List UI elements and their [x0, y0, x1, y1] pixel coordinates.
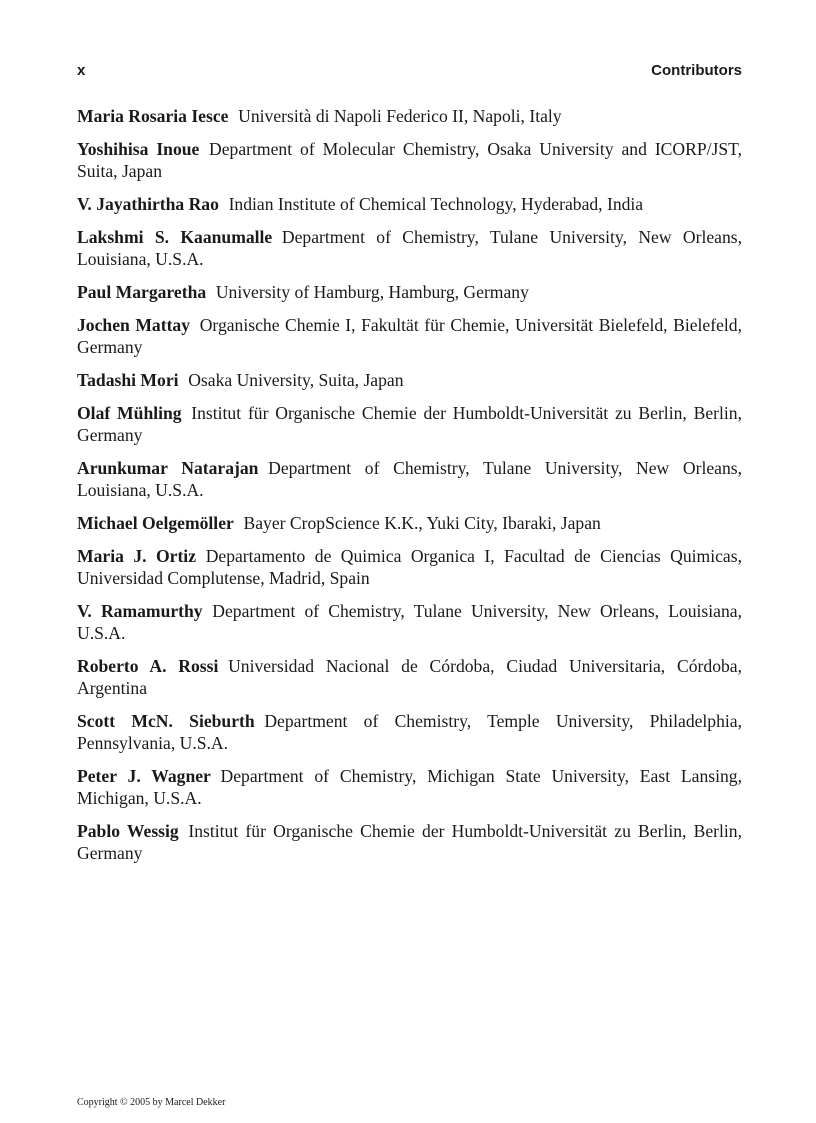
contributor-name: Maria J. Ortiz	[77, 546, 197, 566]
contributor-affiliation: Department of Chemistry, Tulane University, New Orleans, Louisiana, U.S.A.	[77, 458, 742, 500]
copyright-footer: Copyright © 2005 by Marcel Dekker	[77, 1097, 226, 1108]
contributor-name: Michael Oelgemöller	[77, 513, 234, 533]
contributor-entry	[77, 710, 742, 754]
contributor-entry	[77, 545, 742, 589]
contributor-name: Tadashi Mori	[77, 370, 179, 390]
contributor-entry	[77, 512, 742, 534]
contributor-name: Jochen Mattay	[77, 315, 191, 335]
contributor-entry	[77, 369, 742, 391]
contributor-entry	[77, 193, 742, 215]
contributor-affiliation: Bayer CropScience K.K., Yuki City, Ibaraki, Japan	[243, 513, 601, 533]
contributor-affiliation: Indian Institute of Chemical Technology, Hyderabad, India	[228, 194, 644, 214]
contributor-entry	[77, 226, 742, 270]
contributor-affiliation: Department of Chemistry, Tulane University, New Orleans, Louisiana, U.S.A.	[77, 601, 742, 643]
running-head: Contributors	[651, 62, 742, 79]
contributor-name: Paul Margaretha	[77, 282, 207, 302]
contributor-name: Roberto A. Rossi	[77, 656, 219, 676]
contributor-entry	[77, 600, 742, 644]
contributor-name: Olaf Mühling	[77, 403, 182, 423]
page-header	[77, 62, 742, 84]
contributors-list	[77, 105, 742, 875]
contributor-entry	[77, 314, 742, 358]
contributor-name: Pablo Wessig	[77, 821, 179, 841]
contributor-name: Maria Rosaria Iesce	[77, 106, 229, 126]
contributor-name: Lakshmi S. Kaanumalle	[77, 227, 273, 247]
contributor-name: Yoshihisa Inoue	[77, 139, 200, 159]
contributor-entry	[77, 402, 742, 446]
contributor-entry	[77, 105, 742, 127]
contributor-entry	[77, 138, 742, 182]
contributor-name: Peter J. Wagner	[77, 766, 211, 786]
contributor-name: Arunkumar Natarajan	[77, 458, 259, 478]
contributor-affiliation: Department of Chemistry, Tulane University, New Orleans, Louisiana, U.S.A.	[77, 227, 742, 269]
contributor-affiliation: Universidad Nacional de Córdoba, Ciudad Universitaria, Córdoba, Argentina	[77, 656, 742, 698]
contributor-affiliation: Department of Chemistry, Temple University, Philadelphia, Pennsylvania, U.S.A.	[77, 711, 742, 753]
contributor-affiliation: Departamento de Quimica Organica I, Facultad de Ciencias Quimicas, Universidad Complutense, Madrid, Spain	[77, 546, 742, 588]
contributor-entry	[77, 765, 742, 809]
contributor-affiliation: Department of Molecular Chemistry, Osaka University and ICORP/JST, Suita, Japan	[77, 139, 742, 181]
page-number: x	[77, 62, 86, 79]
contributor-entry	[77, 655, 742, 699]
contributor-entry	[77, 820, 742, 864]
contributor-affiliation: Università di Napoli Federico II, Napoli, Italy	[238, 106, 562, 126]
contributor-affiliation: Institut für Organische Chemie der Humboldt-Universität zu Berlin, Berlin, Germany	[77, 821, 742, 863]
contributor-entry	[77, 457, 742, 501]
contributor-affiliation: Institut für Organische Chemie der Humboldt-Universität zu Berlin, Berlin, Germany	[77, 403, 742, 445]
contributor-affiliation: Organische Chemie I, Fakultät für Chemie, Universität Bielefeld, Bielefeld, Germany	[77, 315, 742, 357]
contributor-affiliation: Osaka University, Suita, Japan	[188, 370, 404, 390]
contributor-name: Scott McN. Sieburth	[77, 711, 255, 731]
contributor-entry	[77, 281, 742, 303]
contributor-name: V. Jayathirtha Rao	[77, 194, 219, 214]
contributor-affiliation: University of Hamburg, Hamburg, Germany	[215, 282, 529, 302]
contributor-name: V. Ramamurthy	[77, 601, 203, 621]
contributor-affiliation: Department of Chemistry, Michigan State University, East Lansing, Michigan, U.S.A.	[77, 766, 742, 808]
